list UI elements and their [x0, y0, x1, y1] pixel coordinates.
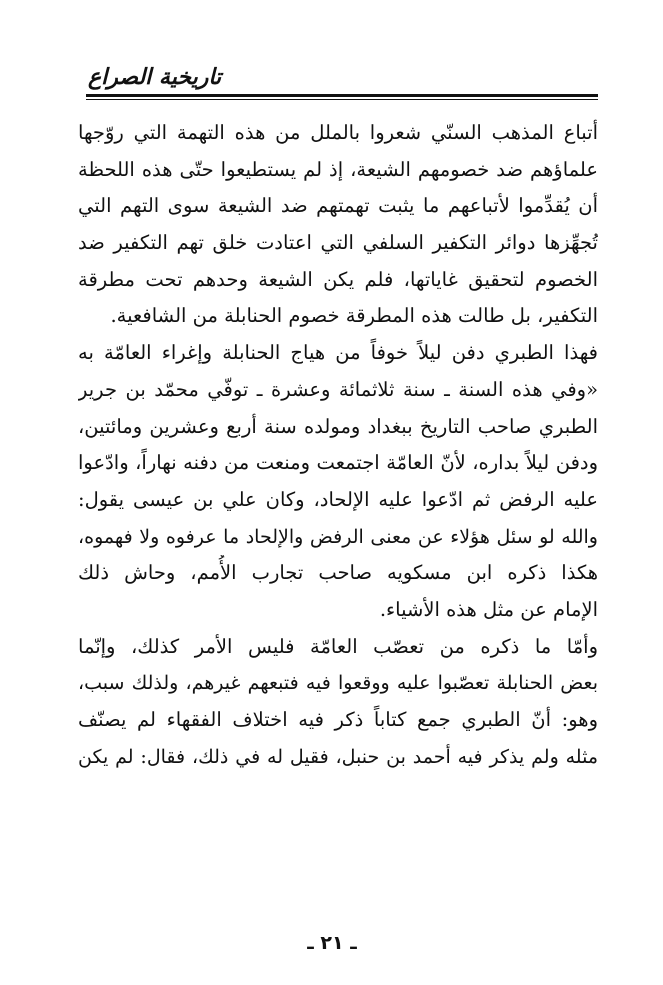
- header-rule-thick: [86, 94, 598, 97]
- text-line: الطبري صاحب التاريخ ببغداد ومولده سنة أربع وعشرين ومائتين،: [78, 414, 598, 438]
- paragraph-1: [78, 115, 598, 335]
- text-line: عليه الرفض ثم ادّعوا عليه الإلحاد، وكان علي بن عيسى يقول:: [78, 487, 598, 511]
- paragraph-2: [78, 335, 598, 629]
- text-line: علماؤهم ضد خصومهم الشيعة، إذ لم يستطيعوا حتّى هذه اللحظة: [78, 157, 598, 181]
- text-line: مثله ولم يذكر فيه أحمد بن حنبل، فقيل له في ذلك، فقال: لم يكن: [78, 745, 598, 768]
- text-line: فهذا الطبري دفن ليلاً خوفاً من هياج الحنابلة وإغراء العامّة به: [78, 341, 598, 365]
- text-line: «وفي هذه السنة ـ سنة ثلاثمائة وعشرة ـ توفّي محمّد بن جرير: [78, 377, 598, 401]
- text-line: تُجهِّزها دوائر التكفير السلفي التي اعتادت خلق تهم التكفير ضد: [78, 231, 598, 255]
- page-number: ـ ٢١ ـ: [307, 932, 357, 954]
- text-line: وهو: أنّ الطبري جمع كتاباً ذكر فيه اختلاف الفقهاء لم يصنّف: [78, 708, 598, 731]
- text-line: هكذا ذكره ابن مسكويه صاحب تجارب الأُمم، وحاش ذلك: [78, 561, 598, 585]
- text-line: أتباع المذهب السنّي شعروا بالملل من هذه التهمة التي روّجها: [78, 121, 598, 144]
- text-line: الخصوم لتحقيق غاياتها، فلم يكن الشيعة وحدهم تحت مطرقة: [78, 267, 598, 291]
- text-line: والله لو سئل هؤلاء عن معنى الرفض والإلحاد ما عرفوه ولا فهموه،: [78, 525, 598, 548]
- running-header-title: تاريخية الصراع: [88, 65, 222, 90]
- text-line: ودفن ليلاً بداره، لأنّ العامّة اجتمعت ومنعت من دفنه نهاراً، وادّعوا: [78, 451, 598, 475]
- header-rule-thin: [86, 99, 598, 100]
- body-text: [78, 115, 598, 775]
- text-line: وأمّا ما ذكره من تعصّب العامّة فليس الأمر كذلك، وإنّما: [78, 634, 598, 658]
- text-line: أن يُقدِّموا لأتباعهم ما يثبت تهمتهم ضد الشيعة سوى التهم التي: [78, 194, 598, 218]
- text-line: التكفير، بل طالت هذه المطرقة خصوم الحنابلة من الشافعية.: [110, 304, 598, 328]
- text-line: بعض الحنابلة تعصّبوا عليه ووقعوا فيه فتبعهم غيرهم، ولذلك سبب،: [78, 672, 598, 695]
- paragraph-3: [78, 629, 598, 776]
- text-line: الإمام عن مثل هذه الأشياء.: [379, 597, 598, 621]
